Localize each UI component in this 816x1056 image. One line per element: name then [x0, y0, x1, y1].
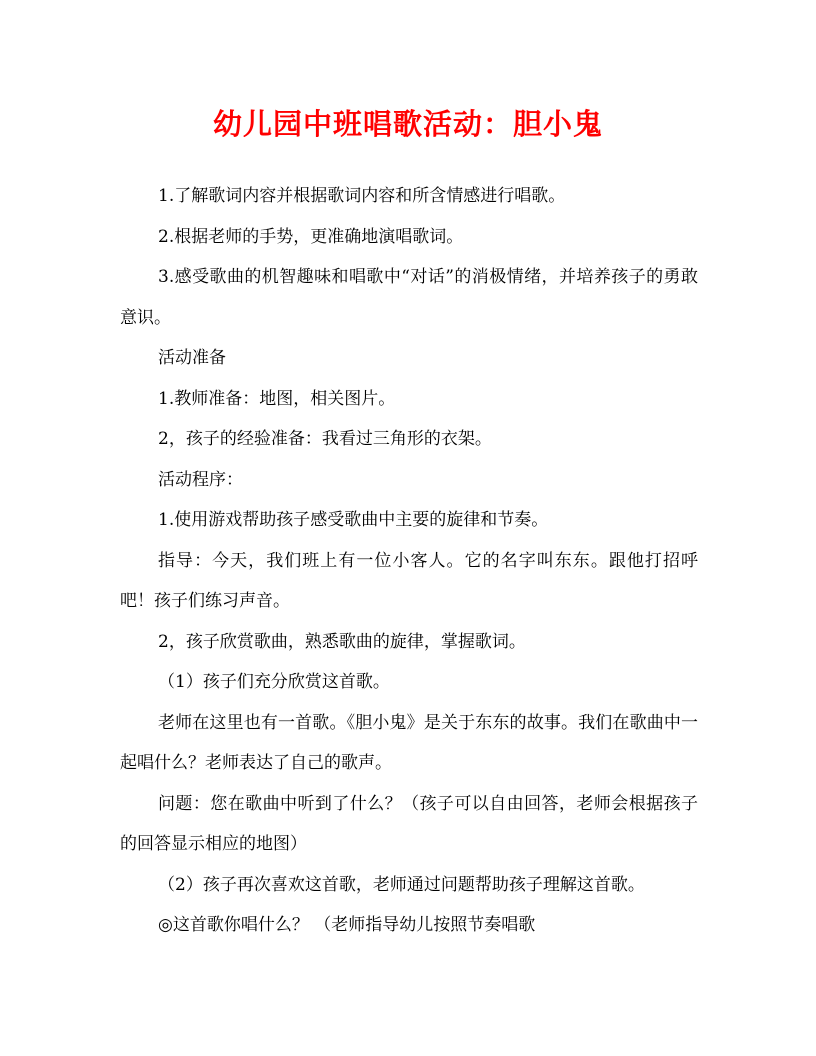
paragraph-prep-1: 1.教师准备：地图，相关图片。	[158, 388, 396, 409]
paragraph-question: 问题：您在歌曲中听到了什么？（孩子可以自由回答，老师会根据孩子的回答显示相应的地图）	[120, 793, 698, 854]
paragraph-step-2: 2，孩子欣赏歌曲，熟悉歌曲的旋律，掌握歌词。	[158, 631, 526, 652]
paragraph-sing-question: ◎这首歌你唱什么？ （老师指导幼儿按照节奏唱歌	[158, 915, 536, 935]
document-title: 幼儿园中班唱歌活动：胆小鬼	[212, 107, 603, 141]
paragraph-prep-2: 2，孩子的经验准备：我看过三角形的衣架。	[158, 429, 492, 449]
section-heading-preparation: 活动准备	[158, 348, 226, 368]
paragraph-goal-2: 2.根据老师的手势，更准确地演唱歌词。	[158, 226, 464, 247]
paragraph-step-1: 1.使用游戏帮助孩子感受歌曲中主要的旋律和节奏。	[158, 510, 549, 530]
section-heading-procedure: 活动程序：	[158, 469, 243, 490]
document-body	[120, 176, 698, 946]
paragraph-substep-2: （2）孩子再次喜欢这首歌，老师通过问题帮助孩子理解这首歌。	[158, 874, 645, 895]
paragraph-teacher-song: 老师在这里也有一首歌。《胆小鬼》是关于东东的故事。我们在歌曲中一起唱什么？老师表达了自己的歌声。	[120, 712, 698, 773]
paragraph-substep-1: （1）孩子们充分欣赏这首歌。	[158, 672, 390, 692]
paragraph-goal-1: 1.了解歌词内容并根据歌词内容和所含情感进行唱歌。	[158, 186, 566, 206]
paragraph-goal-3: 3.感受歌曲的机智趣味和唱歌中“对话”的消极情绪，并培养孩子的勇敢意识。	[120, 267, 698, 328]
paragraph-guidance: 指导：今天，我们班上有一位小客人。它的名字叫东东。跟他打招呼吧！孩子们练习声音。	[120, 550, 698, 611]
